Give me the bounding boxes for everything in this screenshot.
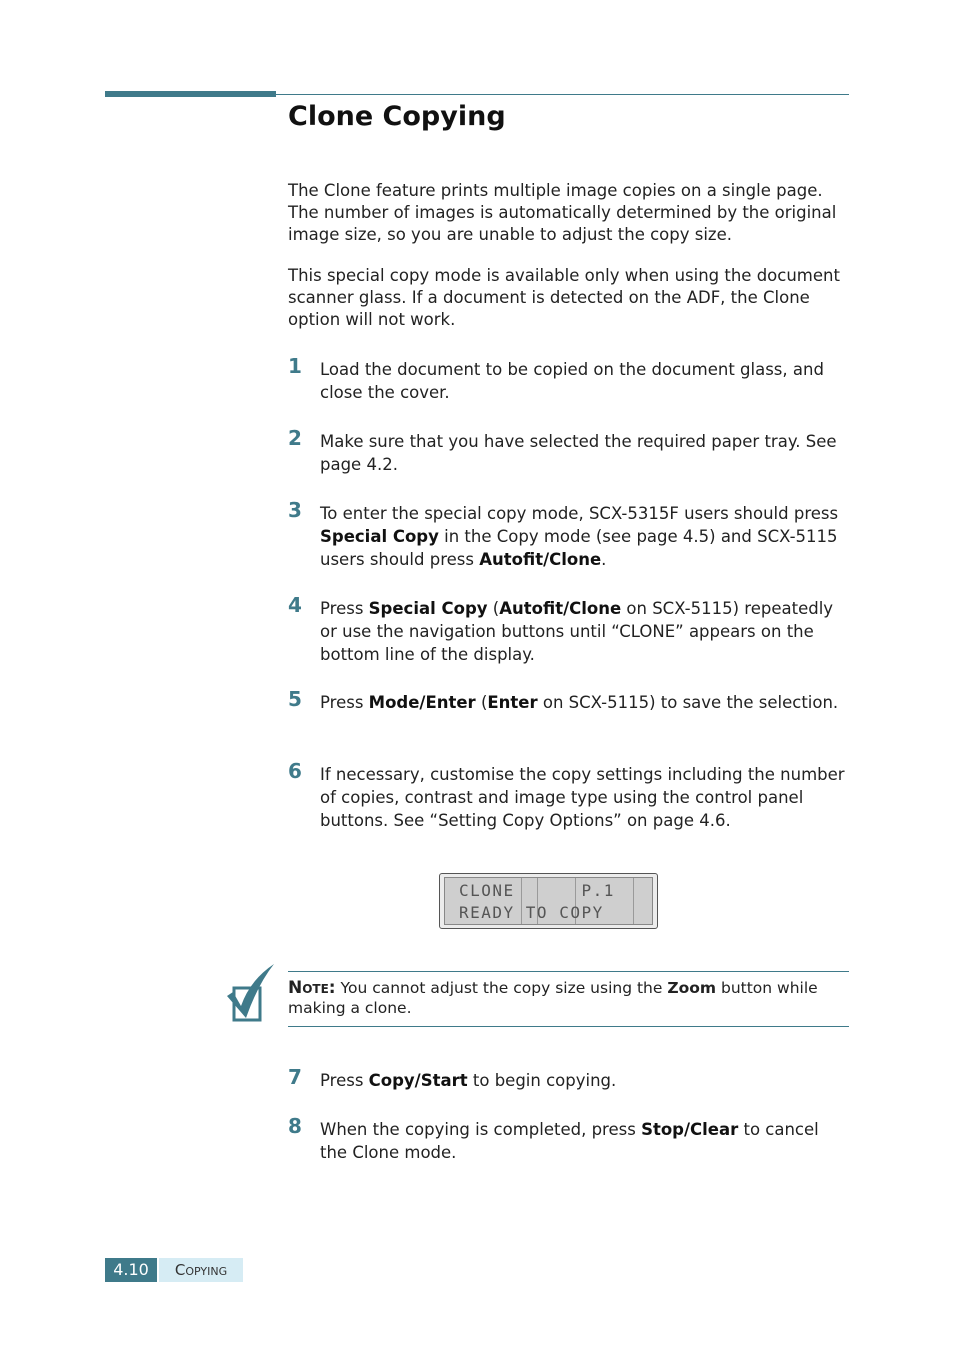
step-text [320,502,850,571]
step-bold-term: Autofit/Clone [479,550,602,569]
step-number: 8 [288,1114,302,1138]
step-text-run: to begin copying. [467,1071,617,1090]
step-text-run: ( [487,599,500,618]
lcd-cell-divider [633,878,634,924]
step-bold-term: Special Copy [368,599,488,618]
step-bold-term: Enter [487,693,538,712]
intro-paragraph-2: This special copy mode is available only when using the document scanner glass. If a document is detected on the ADF, the Clone option will not work. [288,266,840,329]
header-rule-thick [105,91,276,97]
lcd-line-1: CLONE P.1 [459,881,615,900]
step-text [320,691,850,714]
step-number: 3 [288,498,302,522]
step-text-run: Make sure that you have selected the required paper tray. See page 4.2. [320,432,837,474]
step-text [320,763,850,832]
step-bold-term: Mode/Enter [368,693,476,712]
page-title: Clone Copying [288,101,506,132]
step-number: 2 [288,426,302,450]
header-rule-thin [276,94,849,95]
step-number: 7 [288,1065,302,1089]
step-bold-term: Copy/Start [368,1071,468,1090]
step-text-run: Press [320,1071,369,1090]
step-text-run: When the copying is completed, press [320,1120,642,1139]
step-number: 6 [288,759,302,783]
lcd-screen [444,877,653,925]
step-text [320,1069,850,1092]
step-text-run: Press [320,693,369,712]
step-text-run: on SCX-5115) repeatedly or use the navigation buttons until “CLONE” appears on the bottom line of the display. [320,599,834,664]
step-text-run: on SCX-5115) to save the selection. [537,693,839,712]
step-bold-term: Autofit/Clone [499,599,622,618]
step-text-run: in the Copy mode (see page 4.5) and SCX-5115 users should press [320,527,838,569]
step-text-run: Press [320,599,369,618]
intro-paragraph-1: The Clone feature prints multiple image copies on a single page. The number of images is automatically determined by the original image size, so you are unable to adjust the copy size. [288,181,837,244]
note-rule-top [288,971,849,972]
step-text [320,597,850,666]
checkmark-note-icon [224,962,278,1026]
lcd-display [439,873,658,929]
step-text [320,1118,850,1164]
note-text-before: You cannot adjust the copy size using the [335,979,668,997]
step-text-run: . [601,550,607,569]
note-rule-bottom [288,1026,849,1027]
note-bold-term: Zoom [667,979,717,997]
step-number: 1 [288,354,302,378]
step-text-run: To enter the special copy mode, SCX-5315F users should press [320,504,839,523]
step-text [320,430,850,476]
step-text-run: If necessary, customise the copy settings including the number of copies, contrast and image type using the control panel buttons. See “Setting Copy Options” on page 4.6. [320,765,845,830]
step-bold-term: Stop/Clear [641,1120,739,1139]
step-number: 5 [288,687,302,711]
step-text-run: Load the document to be copied on the document glass, and close the cover. [320,360,824,402]
step-text-run: ( [475,693,488,712]
step-text [320,358,850,404]
note [288,978,848,1018]
step-text-run: to cancel the Clone mode. [320,1120,819,1162]
note-label: Note: [288,978,336,998]
note-text-after: button while making a clone. [288,979,818,1017]
step-bold-term: Special Copy [320,527,439,546]
footer-section-title: Copying [159,1258,243,1282]
lcd-line-2: READY TO COPY [459,903,604,922]
step-number: 4 [288,593,302,617]
footer-page-number: 4.10 [105,1258,157,1282]
